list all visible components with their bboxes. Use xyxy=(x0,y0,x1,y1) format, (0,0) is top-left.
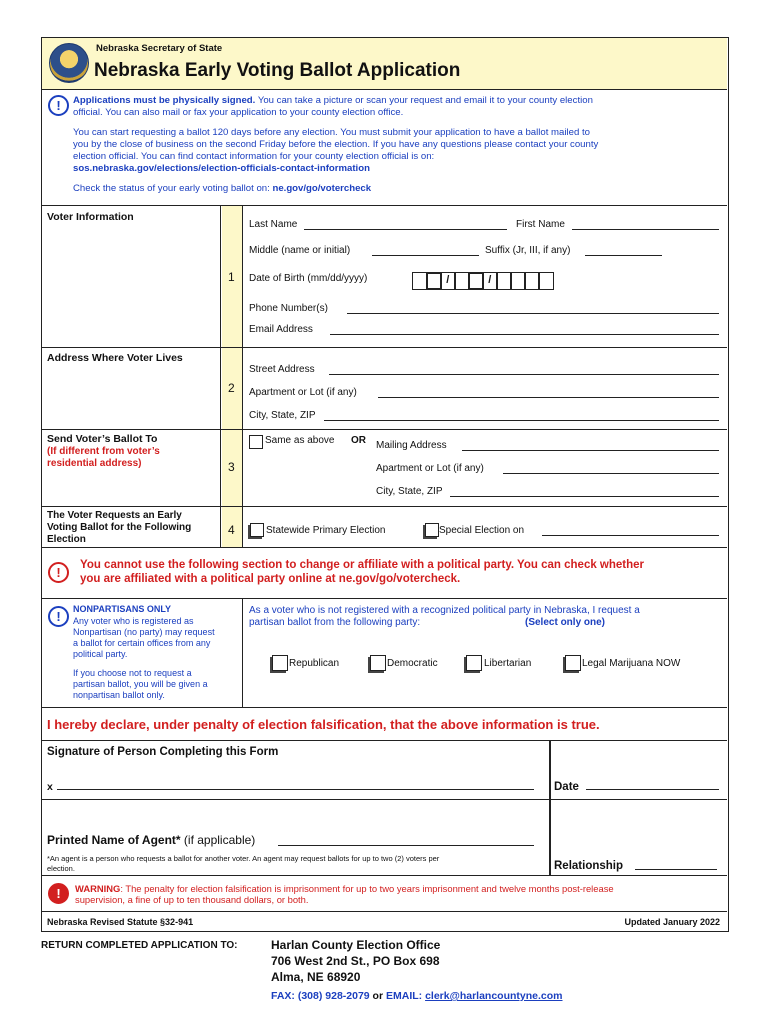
election-label-2: Voting Ballot for the Following xyxy=(47,522,192,533)
nonpartisan-title: NONPARTISANS ONLY xyxy=(73,604,172,614)
voter-info-label: Voter Information xyxy=(47,211,134,223)
divider xyxy=(42,429,727,430)
legal-marijuana-now-checkbox[interactable] xyxy=(565,655,581,671)
divider xyxy=(42,911,727,912)
democratic-checkbox[interactable] xyxy=(370,655,386,671)
return-office: Harlan County Election Office xyxy=(271,938,441,952)
party-request-line-2: partisan ballot from the following party: xyxy=(249,617,421,628)
party-warning-line-2: you are affiliated with a political party online at ne.gov/go/votercheck. xyxy=(80,573,461,585)
dob-input[interactable] xyxy=(412,272,552,290)
agent-note-line-1: *An agent is a person who requests a ballot for another voter. An agent may request ballots for up to two (2) voters per xyxy=(47,854,440,863)
dob-label: Date of Birth (mm/dd/yyyy) xyxy=(249,273,368,284)
divider xyxy=(42,547,727,548)
special-election-checkbox[interactable] xyxy=(425,523,439,537)
select-one-note: (Select only one) xyxy=(525,617,606,628)
nonpartisan-text: partisan ballot, you will be given a xyxy=(73,679,208,689)
phone-field[interactable] xyxy=(347,313,719,314)
agent-name-label: Printed Name of Agent* (if applicable) xyxy=(47,833,256,847)
notice-para2-line3: election official. You can find contact information for your county election official is on: xyxy=(73,151,435,162)
republican-checkbox[interactable] xyxy=(272,655,288,671)
status-line: Check the status of your early voting ballot on: ne.gov/go/votercheck xyxy=(73,183,372,194)
section-label-column xyxy=(42,206,221,547)
email-label: Email Address xyxy=(249,324,313,335)
street-field[interactable] xyxy=(329,374,719,375)
return-label: RETURN COMPLETED APPLICATION TO: xyxy=(41,940,238,951)
relationship-field[interactable] xyxy=(635,869,717,870)
democratic-label: Democratic xyxy=(387,658,438,669)
dob-slash-1: / xyxy=(440,272,456,290)
signature-field[interactable] xyxy=(57,789,534,790)
send-ballot-sublabel-1: (If different from voter’s xyxy=(47,446,160,457)
section-3-number: 3 xyxy=(228,460,235,474)
apt-label: Apartment or Lot (if any) xyxy=(249,387,357,398)
statewide-primary-checkbox[interactable] xyxy=(250,523,264,537)
contact-link[interactable]: sos.nebraska.gov/elections/election-officials-contact-information xyxy=(73,163,370,174)
date-relationship-divider xyxy=(549,799,727,800)
agent-note-line-2: election. xyxy=(47,864,75,873)
dob-slash-2: / xyxy=(482,272,498,290)
nonpartisan-text: nonpartisan ballot only. xyxy=(73,690,165,700)
notice-line-2: official. You can also mail or fax your application to your county election office. xyxy=(73,107,404,118)
relationship-label: Relationship xyxy=(554,860,624,872)
updated-date: Updated January 2022 xyxy=(624,917,720,927)
signature-label: Signature of Person Completing this Form xyxy=(47,746,279,758)
last-name-field[interactable] xyxy=(304,229,507,230)
votercheck-link[interactable]: ne.gov/go/votercheck xyxy=(272,183,372,194)
notice-para2-line2: you by the close of business on the second Friday before the election. If you have any questions please contact your county xyxy=(73,139,599,150)
republican-label: Republican xyxy=(289,658,340,669)
statewide-primary-label: Statewide Primary Election xyxy=(266,525,386,536)
agency-name: Nebraska Secretary of State xyxy=(96,43,223,54)
section-4-number: 4 xyxy=(228,523,235,537)
send-ballot-sublabel-2: residential address) xyxy=(47,458,142,469)
nonpartisan-info-icon: ! xyxy=(48,606,69,627)
section-number-column xyxy=(222,206,243,547)
divider xyxy=(42,875,727,876)
form-header xyxy=(42,38,727,90)
instructions-block xyxy=(42,90,727,206)
divider xyxy=(42,506,727,507)
mailing-apt-label: Apartment or Lot (if any) xyxy=(376,463,484,474)
election-label-1: The Voter Requests an Early xyxy=(47,510,182,521)
special-election-date-field[interactable] xyxy=(542,535,719,536)
application-form xyxy=(41,37,729,932)
city-field[interactable] xyxy=(324,420,719,421)
party-request-line-1: As a voter who is not registered with a recognized political party in Nebraska, I request a xyxy=(249,605,640,616)
first-name-label: First Name xyxy=(516,219,565,230)
warning-alert-icon: ! xyxy=(48,562,69,583)
penalty-alert-icon: ! xyxy=(48,883,69,904)
nonpartisan-text: If you choose not to request a xyxy=(73,668,192,678)
nonpartisan-text: Nonpartisan (no party) may request xyxy=(73,627,215,637)
declaration-text: I hereby declare, under penalty of election falsification, that the above information is true. xyxy=(47,717,600,732)
divider xyxy=(42,707,727,708)
section-2-number: 2 xyxy=(228,381,235,395)
middle-name-field[interactable] xyxy=(372,255,479,256)
section-1-number: 1 xyxy=(228,270,235,284)
first-name-field[interactable] xyxy=(572,229,719,230)
mailing-address-label: Mailing Address xyxy=(376,440,447,451)
suffix-field[interactable] xyxy=(585,255,662,256)
return-contact: FAX: (308) 928-2079 or EMAIL: clerk@harlancountyne.com xyxy=(271,990,563,1002)
city-label: City, State, ZIP xyxy=(249,410,316,421)
send-ballot-label: Send Voter’s Ballot To xyxy=(47,433,158,445)
dob-year-digit-4 xyxy=(538,272,554,290)
middle-name-label: Middle (name or initial) xyxy=(249,245,351,256)
libertarian-label: Libertarian xyxy=(484,658,532,669)
party-warning-line-1: You cannot use the following section to change or affiliate with a political party. You can check whether xyxy=(80,559,645,571)
penalty-line-2: supervision, a fine of up to ten thousand dollars, or both. xyxy=(75,894,309,905)
last-name-label: Last Name xyxy=(249,219,298,230)
mailing-city-label: City, State, ZIP xyxy=(376,486,443,497)
phone-label: Phone Number(s) xyxy=(249,303,328,314)
same-as-above-checkbox[interactable] xyxy=(249,435,263,449)
nonpartisan-text: political party. xyxy=(73,649,128,659)
legal-marijuana-now-label: Legal Marijuana NOW xyxy=(582,658,681,669)
return-street: 706 West 2nd St., PO Box 698 xyxy=(271,954,440,968)
form-title: Nebraska Early Voting Ballot Application xyxy=(94,60,461,81)
street-label: Street Address xyxy=(249,364,315,375)
mailing-address-field[interactable] xyxy=(462,450,719,451)
statute-reference: Nebraska Revised Statute §32-941 xyxy=(47,917,194,927)
fax-number: FAX: (308) 928-2079 xyxy=(271,990,370,1002)
nonpartisan-text: Any voter who is registered as xyxy=(73,616,194,626)
email-link[interactable]: clerk@harlancountyne.com xyxy=(425,990,563,1002)
nebraska-seal-icon xyxy=(49,43,89,83)
penalty-line-1: WARNING: The penalty for election falsification is imprisonment for up to two years imprisonment and twelve months post-release xyxy=(75,883,614,894)
suffix-label: Suffix (Jr, III, if any) xyxy=(485,245,571,256)
date-label: Date xyxy=(554,781,579,793)
apt-field[interactable] xyxy=(378,397,719,398)
notice-para2-line1: You can start requesting a ballot 120 days before any election. You must submit your application to have a ballot mailed to xyxy=(73,127,590,138)
election-label-3: Election xyxy=(47,534,86,545)
special-election-label: Special Election on xyxy=(439,525,525,536)
signature-x: x xyxy=(47,781,53,793)
same-as-above-label: Same as above xyxy=(265,435,335,446)
email-field[interactable] xyxy=(330,334,719,335)
date-field[interactable] xyxy=(586,789,719,790)
divider xyxy=(42,740,727,741)
column-divider xyxy=(549,741,551,875)
address-label: Address Where Voter Lives xyxy=(47,352,183,364)
signature-agent-divider xyxy=(42,799,549,800)
mailing-city-field[interactable] xyxy=(450,496,719,497)
nonpartisan-text: a ballot for certain offices from any xyxy=(73,638,211,648)
info-alert-icon: ! xyxy=(48,95,69,116)
return-city: Alma, NE 68920 xyxy=(271,970,361,984)
agent-name-field[interactable] xyxy=(278,845,534,846)
mailing-apt-field[interactable] xyxy=(503,473,719,474)
notice-line-1: Applications must be physically signed. You can take a picture or scan your request and email it to your county election xyxy=(73,95,593,106)
divider xyxy=(42,347,727,348)
or-label: OR xyxy=(351,435,366,446)
libertarian-checkbox[interactable] xyxy=(466,655,482,671)
